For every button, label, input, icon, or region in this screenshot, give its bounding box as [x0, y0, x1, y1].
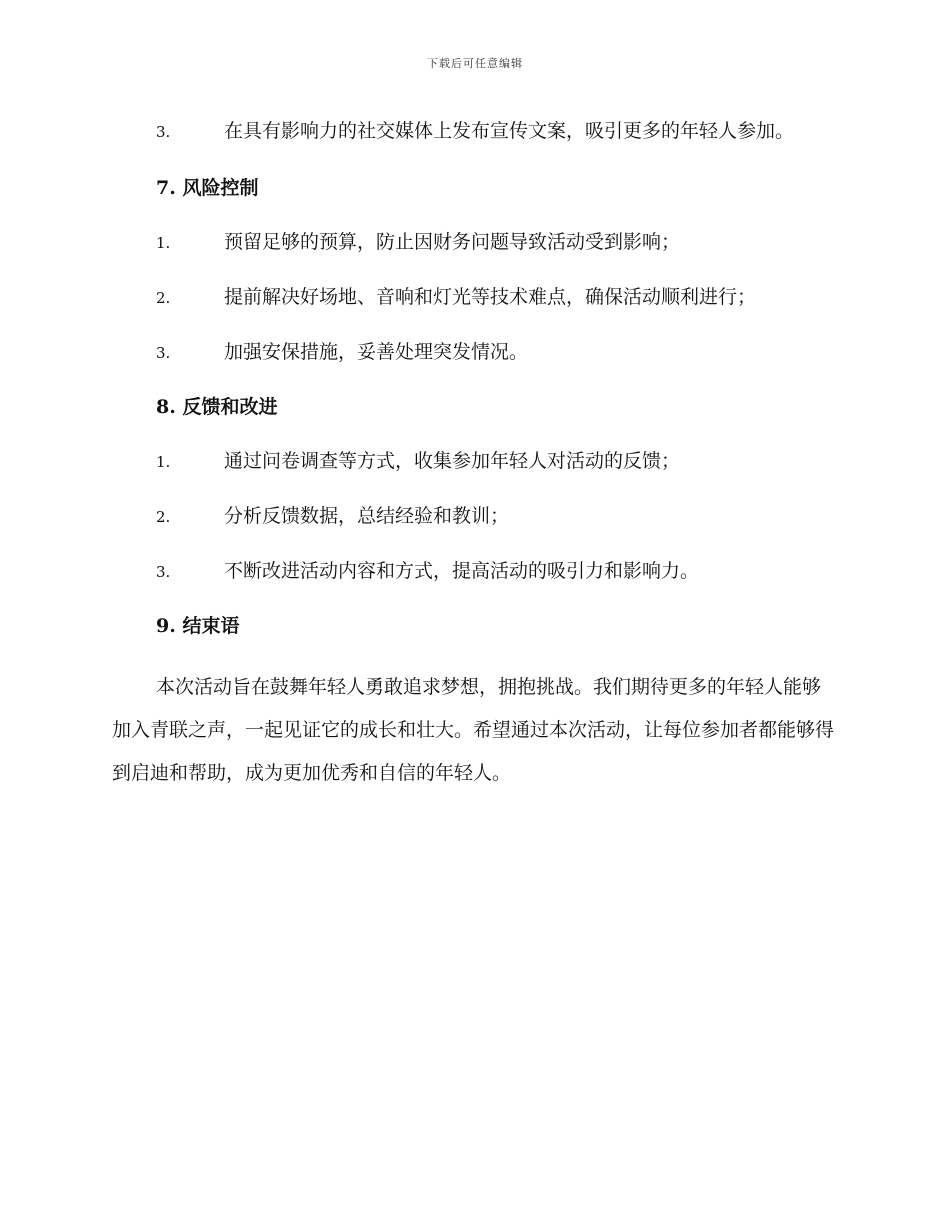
list-item: [112, 557, 838, 586]
list-item-number: 3.: [156, 563, 171, 581]
list-item: [112, 283, 838, 312]
list-item-number: 2.: [156, 289, 171, 307]
list-item-number: 3.: [156, 344, 171, 362]
list-item: [112, 110, 838, 154]
document-body: [112, 110, 838, 795]
list-item-number: 1.: [156, 453, 171, 471]
list-item-text: 预留足够的预算，防止因财务问题导致活动受到影响；: [224, 231, 681, 253]
list-item-number: 3.: [156, 123, 171, 141]
list-item-text: 不断改进活动内容和方式，提高活动的吸引力和影响力。: [224, 560, 700, 582]
section-heading-feedback: 8. 反馈和改进: [156, 396, 278, 418]
list-item: [112, 338, 838, 367]
list-item-text: 通过问卷调查等方式，收集参加年轻人对活动的反馈；: [224, 450, 681, 472]
list-item-text: 提前解决好场地、音响和灯光等技术难点，确保活动顺利进行；: [224, 286, 757, 308]
list-item: [112, 228, 838, 257]
list-item: [112, 447, 838, 476]
list-item-number: 2.: [156, 508, 171, 526]
list-item-text: 在具有影响力的社交媒体上发布宣传文案，吸引更多的年轻人参加。: [224, 120, 795, 142]
section-heading-conclusion: 9. 结束语: [156, 615, 240, 637]
list-item: [112, 502, 838, 531]
page-header: 下载后可任意编辑: [427, 57, 523, 70]
list-item-text: 分析反馈数据，总结经验和教训；: [224, 505, 510, 527]
list-item-text: 加强安保措施，妥善处理突发情况。: [224, 341, 529, 363]
list-item-number: 1.: [156, 234, 171, 252]
section-heading-risk-control: 7. 风险控制: [156, 177, 259, 199]
conclusion-paragraph: 本次活动旨在鼓舞年轻人勇敢追求梦想，拥抱挑战。我们期待更多的年轻人能够加入青联之声，一起见证它的成长和壮大。希望通过本次活动，让每位参加者都能够得到启迪和帮助，成为更加优秀和自信的年轻人。: [112, 676, 835, 784]
